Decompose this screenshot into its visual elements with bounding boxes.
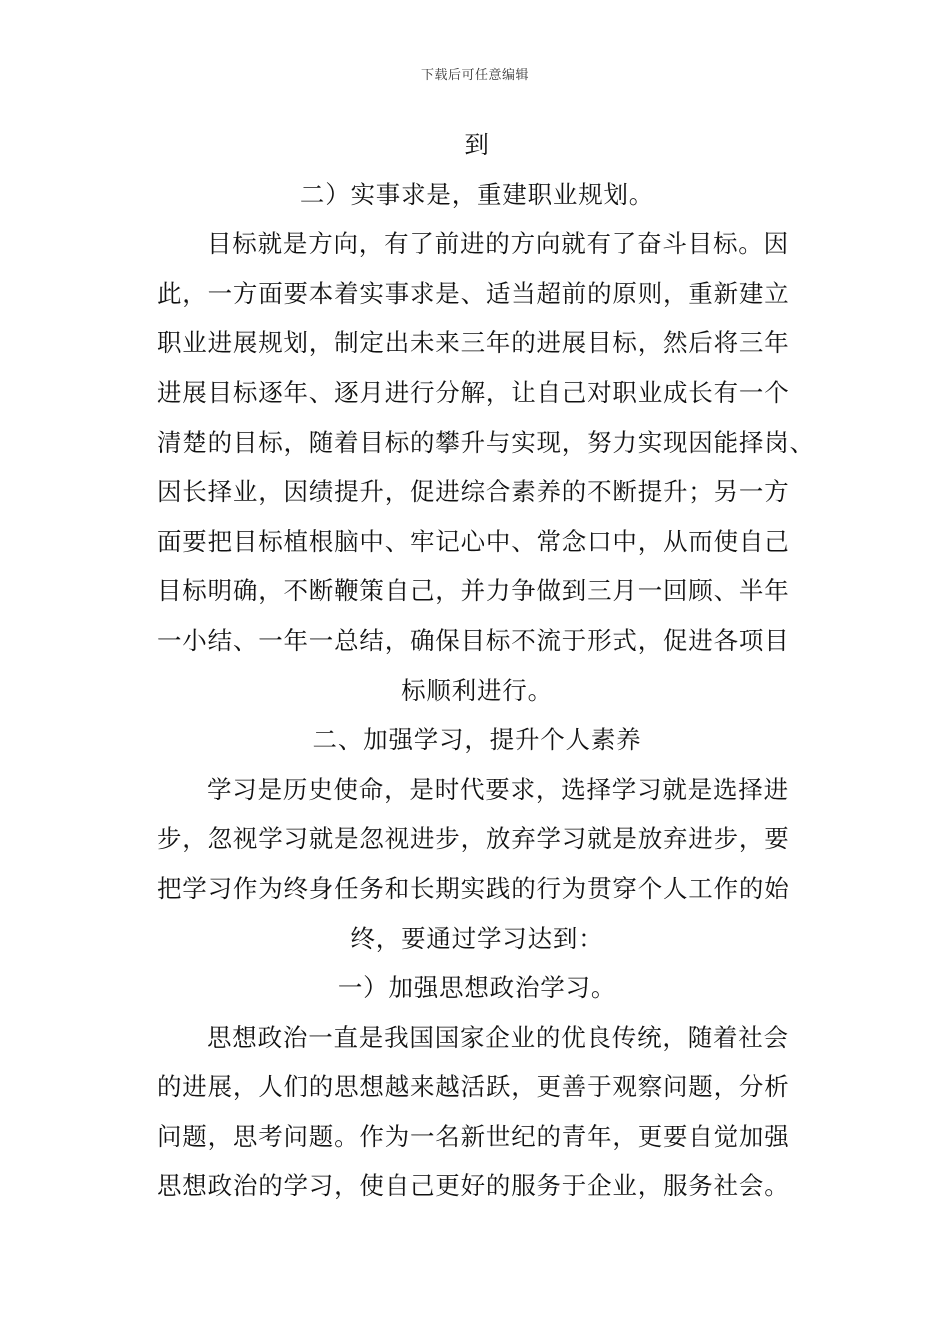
download-note: 下载后可任意编辑 (420, 68, 529, 83)
text-line: 一小结、一年一总结，确保目标不流于形式，促进各项目 (157, 625, 790, 655)
text-line: 清楚的目标，随着目标的攀升与实现，努力实现因能择岗、 (157, 427, 815, 457)
text-line: 职业进展规划，制定出未来三年的进展目标，然后将三年 (157, 328, 790, 358)
document-body (157, 120, 815, 1211)
text-line: 思想政治一直是我国国家企业的优良传统，随着社会 (207, 1022, 789, 1052)
text-line: 问题，思考问题。作为一名新世纪的青年，更要自觉加强 (157, 1121, 790, 1151)
text-line: 的进展，人们的思想越来越活跃，更善于观察问题，分析 (157, 1072, 790, 1102)
text-line: 目标明确，不断鞭策自己，并力争做到三月一回顾、半年 (157, 576, 790, 606)
text-line: 此，一方面要本着实事求是、适当超前的原则，重新建立 (157, 278, 790, 308)
text-line: 因长择业，因绩提升，促进综合素养的不断提升；另一方 (157, 477, 790, 507)
text-line: 面要把目标植根脑中、牢记心中、常念口中，从而使自己 (157, 526, 790, 556)
text-line: 标顺利进行。 (401, 675, 553, 705)
text-line: 把学习作为终身任务和长期实践的行为贯穿个人工作的始 (157, 873, 790, 903)
text-line: 思想政治的学习，使自己更好的服务于企业，服务社会。 (157, 1171, 790, 1201)
text-line: 学习是历史使命，是时代要求，选择学习就是选择进 (207, 774, 789, 804)
text-line: 进展目标逐年、逐月进行分解，让自己对职业成长有一个 (157, 377, 790, 407)
section-heading: 二、加强学习，提升个人素养 (312, 725, 642, 755)
text-line: 目标就是方向，有了前进的方向就有了奋斗目标。因 (207, 229, 789, 259)
section-heading: 一）加强思想政治学习。 (337, 973, 617, 1003)
section-heading: 二）实事求是，重建职业规划。 (299, 179, 655, 209)
text-line: 步，忽视学习就是忽视进步，放弃学习就是放弃进步，要 (157, 824, 790, 854)
text-line: 到 (464, 130, 490, 159)
text-line: 终，要通过学习达到： (350, 923, 604, 953)
